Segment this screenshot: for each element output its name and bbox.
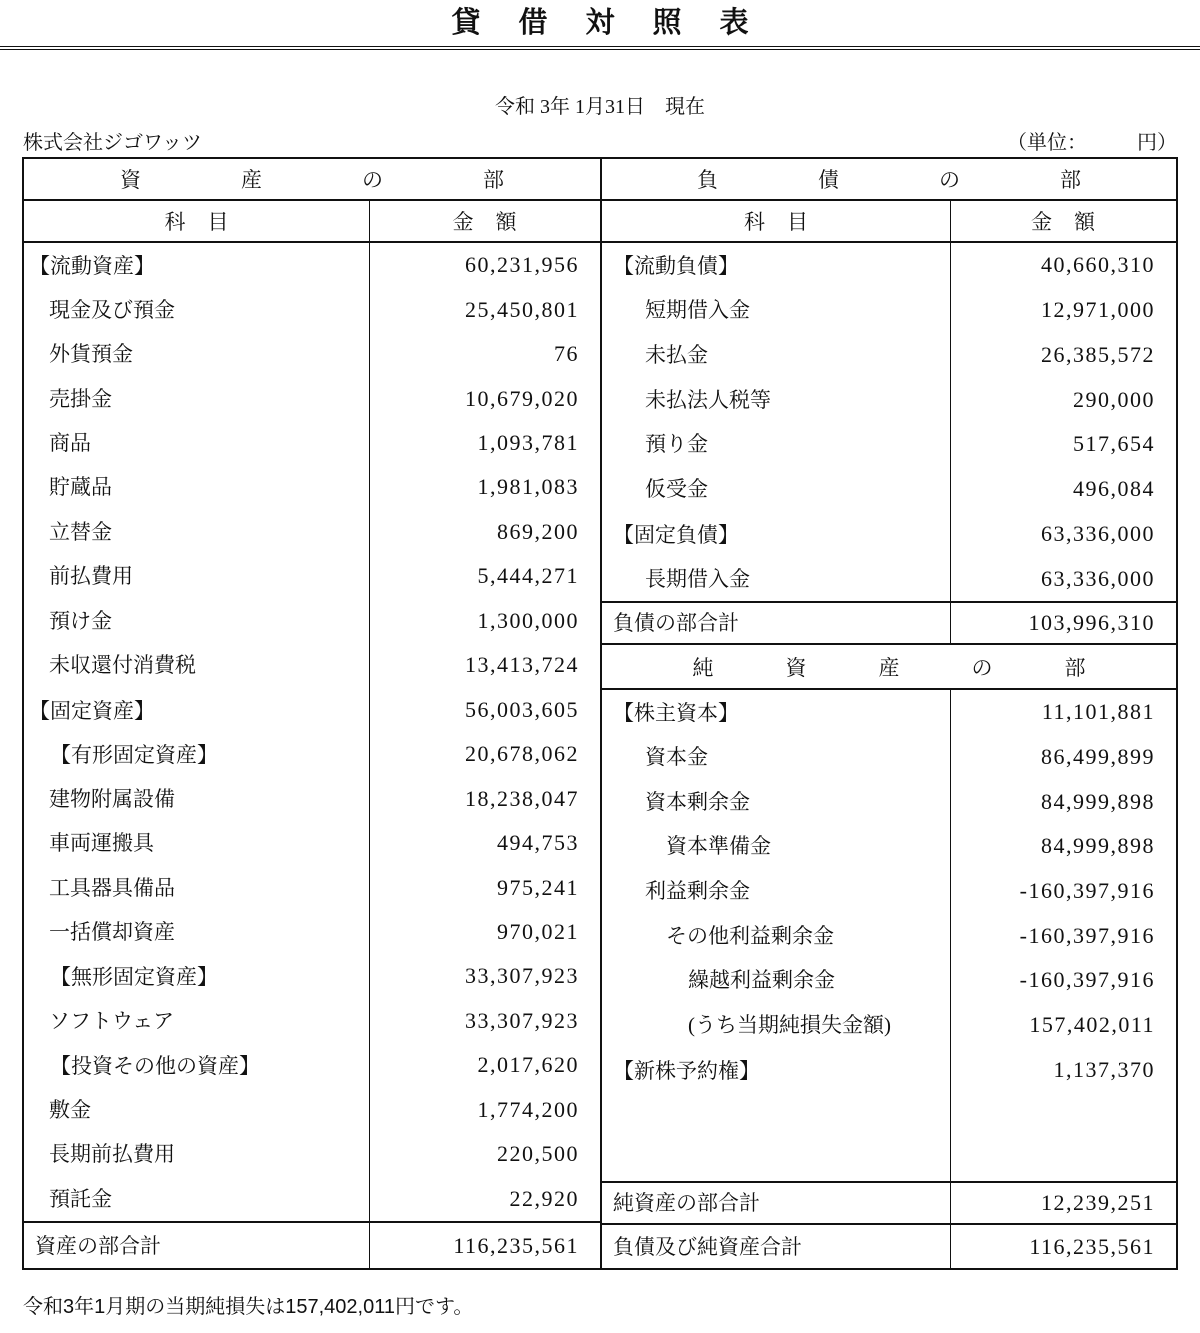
row-label: 【株主資本】 — [613, 701, 739, 726]
row-label: 未払金 — [645, 342, 708, 367]
row-label: 【固定資産】 — [29, 698, 155, 723]
table-row — [24, 954, 600, 998]
liabilities-section-header — [602, 159, 1176, 201]
table-row — [602, 779, 1176, 824]
row-amount: 869,200 — [497, 518, 579, 544]
table-row — [24, 1088, 600, 1132]
liabilities-col-amount-header: 金 額 — [1031, 210, 1095, 234]
assets-section-title: 資 産 の 部 — [120, 168, 504, 192]
table-row — [24, 643, 600, 687]
row-label: 工具器具備品 — [49, 875, 175, 900]
assets-section-header — [24, 159, 600, 201]
row-label: 長期前払費用 — [49, 1142, 175, 1167]
footnote: 令和3年1月期の当期純損失は157,402,011円です。 — [23, 1296, 474, 1318]
table-row — [602, 333, 1176, 378]
row-amount: -160,397,916 — [1019, 878, 1155, 904]
row-amount: 1,093,781 — [477, 430, 579, 456]
table-row — [24, 688, 600, 732]
row-label: 【流動資産】 — [29, 254, 155, 279]
row-amount: 1,774,200 — [477, 1096, 579, 1122]
net-assets-section-header — [602, 645, 1176, 690]
assets-total-amount: 116,235,561 — [453, 1232, 579, 1258]
row-label: 未払法人税等 — [645, 387, 771, 412]
unit-label: （単位： 円） — [1007, 132, 1177, 154]
row-label: ソフトウェア — [49, 1008, 175, 1033]
row-amount: 496,084 — [1073, 476, 1155, 502]
assets-total-label: 資産の部合計 — [35, 1233, 161, 1258]
row-label: 資本金 — [645, 745, 708, 769]
row-label: 利益剰余金 — [645, 879, 750, 904]
row-amount: 84,999,898 — [1041, 833, 1155, 859]
table-row — [24, 599, 600, 643]
assets-column-headers — [24, 201, 600, 243]
row-label: 敷金 — [49, 1097, 91, 1122]
row-amount: 157,402,011 — [1029, 1012, 1155, 1038]
row-label: 商品 — [49, 431, 91, 456]
row-label: 預り金 — [645, 432, 708, 457]
assets-rows — [24, 243, 600, 1221]
row-amount: 1,300,000 — [477, 607, 579, 633]
liabilities-total-amount: 103,996,310 — [1028, 610, 1155, 635]
assets-amount-divider — [369, 201, 370, 1268]
table-row — [24, 287, 600, 331]
row-amount: 33,307,923 — [465, 963, 579, 989]
row-amount: 517,654 — [1073, 431, 1155, 457]
net-assets-total-amount: 12,239,251 — [1041, 1190, 1155, 1215]
net-assets-section-title: 純 資 産 の 部 — [692, 655, 1086, 680]
row-amount: 63,336,000 — [1041, 520, 1155, 546]
table-row — [24, 465, 600, 509]
row-amount: 60,231,956 — [465, 252, 579, 278]
grand-total-row — [602, 1223, 1176, 1268]
table-row — [602, 377, 1176, 422]
row-amount: 86,499,899 — [1041, 744, 1155, 769]
row-label: 一括償却資産 — [49, 920, 175, 945]
liabilities-amount-divider — [950, 201, 951, 645]
row-label: 短期借入金 — [645, 298, 750, 323]
table-row — [24, 243, 600, 287]
row-amount: 220,500 — [497, 1141, 579, 1167]
table-row — [602, 1047, 1176, 1092]
liabilities-section-title: 負 債 の 部 — [697, 168, 1081, 192]
table-row — [602, 824, 1176, 869]
table-row — [24, 999, 600, 1043]
grand-total-label: 負債及び純資産合計 — [613, 1234, 802, 1259]
row-amount: -160,397,916 — [1019, 967, 1155, 993]
row-amount: 12,971,000 — [1041, 297, 1155, 323]
row-amount: 18,238,047 — [465, 785, 579, 811]
row-amount: 63,336,000 — [1041, 565, 1155, 591]
table-row — [24, 332, 600, 376]
row-amount: 22,920 — [509, 1185, 579, 1211]
row-amount: 290,000 — [1073, 386, 1155, 412]
row-label: 仮受金 — [645, 477, 708, 502]
table-row — [24, 1043, 600, 1087]
assets-total-row — [24, 1221, 600, 1268]
row-label: 【新株予約権】 — [613, 1058, 760, 1083]
net-assets-total-label: 純資産の部合計 — [613, 1191, 760, 1215]
table-row — [602, 243, 1176, 288]
grand-total-amount: 116,235,561 — [1029, 1233, 1155, 1259]
row-amount: 84,999,898 — [1041, 788, 1155, 814]
row-label: 繰越利益剰余金 — [688, 968, 835, 993]
date-line: 令和 3年 1月31日 現在 — [495, 96, 705, 118]
row-label: 建物附属設備 — [49, 786, 175, 811]
balance-sheet-table — [22, 157, 1178, 1270]
assets-section — [24, 159, 602, 1268]
table-row — [24, 732, 600, 776]
row-label: 未収還付消費税 — [49, 653, 196, 678]
row-label: 預け金 — [49, 608, 112, 633]
table-row — [24, 1177, 600, 1221]
row-label: 資本剰余金 — [645, 789, 750, 814]
table-row — [602, 422, 1176, 467]
net-assets-empty-space — [602, 1092, 1176, 1181]
row-amount: 13,413,724 — [465, 652, 579, 678]
row-label: (うち当期純損失金額) — [688, 1013, 891, 1038]
row-amount: 494,753 — [497, 830, 579, 856]
row-label: 資本準備金 — [666, 834, 771, 859]
row-label: 売掛金 — [49, 386, 112, 411]
assets-col-amount-header: 金 額 — [452, 210, 517, 234]
table-row — [602, 869, 1176, 914]
net-assets-total-row — [602, 1181, 1176, 1223]
row-amount: 970,021 — [497, 919, 579, 945]
row-label: 【無形固定資産】 — [50, 965, 218, 990]
row-label: 【固定負債】 — [613, 522, 739, 547]
row-amount: 975,241 — [497, 874, 579, 900]
row-amount: 26,385,572 — [1041, 341, 1155, 367]
row-amount: 25,450,801 — [465, 296, 579, 322]
row-label: 【流動負債】 — [613, 254, 739, 279]
net-assets-rows — [602, 690, 1176, 1092]
table-row — [24, 910, 600, 954]
row-label: 貯蔵品 — [49, 475, 112, 500]
table-row — [24, 554, 600, 598]
table-row — [24, 821, 600, 865]
liabilities-section — [602, 159, 1176, 1268]
row-amount: 1,137,370 — [1053, 1056, 1155, 1082]
row-amount: 5,444,271 — [477, 563, 579, 589]
table-row — [602, 735, 1176, 780]
row-label: その他利益剰余金 — [666, 923, 834, 948]
liabilities-col-item-header: 科 目 — [744, 210, 808, 234]
row-label: 車両運搬具 — [49, 831, 154, 856]
page-title: 貸 借 対 照 表 — [0, 6, 1200, 50]
row-label: 外貨預金 — [49, 342, 133, 367]
table-row — [24, 421, 600, 465]
liabilities-total-label: 負債の部合計 — [613, 611, 739, 635]
row-amount: 40,660,310 — [1041, 252, 1155, 278]
row-amount: 33,307,923 — [465, 1007, 579, 1033]
row-label: 預託金 — [49, 1186, 112, 1211]
row-label: 【有形固定資産】 — [50, 743, 218, 768]
table-row — [602, 958, 1176, 1003]
company-name: 株式会社ジゴワッツ — [23, 132, 202, 154]
row-amount: 1,981,083 — [477, 474, 579, 500]
table-row — [602, 288, 1176, 333]
table-row — [24, 376, 600, 420]
row-amount: -160,397,916 — [1019, 922, 1155, 948]
assets-col-item-header: 科 目 — [164, 210, 229, 234]
row-amount: 10,679,020 — [465, 385, 579, 411]
table-row — [602, 467, 1176, 512]
table-row — [24, 1132, 600, 1176]
row-amount: 20,678,062 — [465, 741, 579, 767]
liabilities-column-headers — [602, 201, 1176, 243]
table-row — [24, 510, 600, 554]
row-amount: 11,101,881 — [1041, 699, 1155, 725]
table-row — [602, 512, 1176, 557]
row-label: 立替金 — [49, 519, 112, 544]
page-title-wrap — [0, 6, 1200, 50]
table-row — [602, 913, 1176, 958]
table-row — [24, 865, 600, 909]
table-row — [602, 1003, 1176, 1048]
row-label: 長期借入金 — [645, 566, 750, 591]
table-row — [602, 690, 1176, 735]
table-row — [602, 556, 1176, 601]
row-amount: 56,003,605 — [465, 696, 579, 722]
row-amount: 76 — [554, 341, 579, 367]
net-assets-amount-divider — [950, 690, 951, 1268]
row-label: 【投資その他の資産】 — [50, 1054, 260, 1079]
row-label: 前払費用 — [49, 564, 133, 589]
liabilities-total-row — [602, 601, 1176, 645]
row-label: 現金及び預金 — [49, 297, 175, 322]
table-row — [24, 776, 600, 820]
row-amount: 2,017,620 — [477, 1052, 579, 1078]
liabilities-rows — [602, 243, 1176, 601]
